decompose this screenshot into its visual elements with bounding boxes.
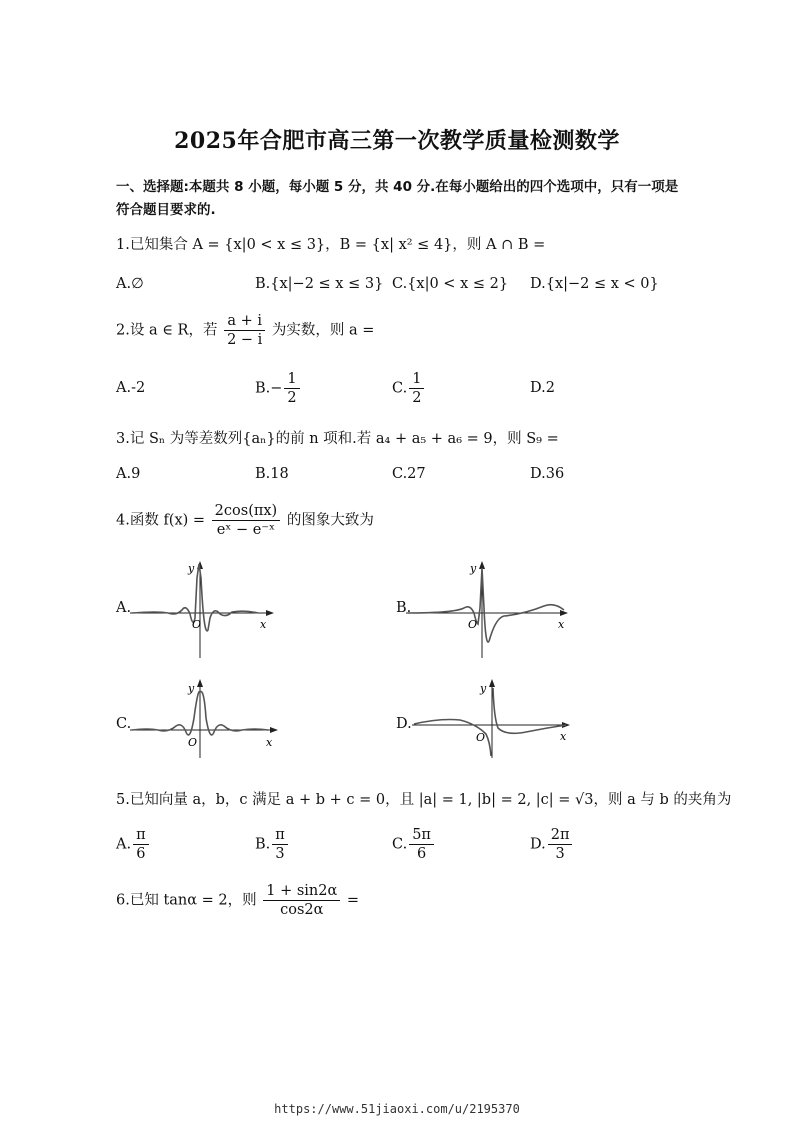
q4-option-b: B.: [396, 600, 412, 616]
q3-option-c: C.27: [392, 466, 426, 482]
q4-graph-a: [128, 558, 278, 662]
q4-graph-a-x: x: [260, 618, 267, 631]
q5-option-b: [255, 826, 290, 863]
q4-graph-b-origin: O: [468, 618, 478, 631]
q5-option-d-den: 3: [555, 846, 565, 862]
q5-option-b-num: π: [272, 826, 288, 845]
q2-option-b-label: B.−: [255, 380, 283, 397]
q1-option-d: D.{x|−2 ≤ x < 0}: [530, 276, 659, 292]
q2-option-d: D.2: [530, 380, 555, 396]
question-2-stem: [116, 312, 374, 349]
q4-graph-c-y: y: [188, 682, 195, 695]
q2-option-c-den: 2: [412, 390, 422, 406]
q4-graph-d-x: x: [560, 730, 567, 743]
q4-frac-den: eˣ − e⁻ˣ: [216, 522, 276, 538]
q5-option-a-num: π: [133, 826, 149, 845]
q2-option-b-num: 1: [284, 370, 299, 389]
q2-option-b-den: 2: [287, 390, 297, 406]
q2-option-c-frac: [409, 370, 424, 407]
q5-option-a-den: 6: [136, 846, 146, 862]
q1-option-b: B.{x|−2 ≤ x ≤ 3}: [255, 276, 384, 292]
q6-frac-den: cos2α: [280, 902, 324, 918]
q4-graph-b: [404, 558, 574, 662]
q2-frac-num: a + i: [224, 312, 265, 331]
q5-option-a-label: A.: [116, 836, 132, 853]
q5-option-b-frac: [272, 826, 288, 863]
q4-graph-d-origin: O: [476, 731, 486, 744]
q1-option-c: C.{x|0 < x ≤ 2}: [392, 276, 509, 292]
q4-graph-d-y: y: [480, 682, 487, 695]
q4-graph-d: [410, 678, 576, 762]
q5-option-c-num: 5π: [409, 826, 434, 845]
question-1-stem: 1.已知集合 A = {x|0 < x ≤ 3}，B = {x| x² ≤ 4}，则 A ∩ B =: [116, 237, 546, 253]
q2-stem-prefix: 2.设 a ∈ R，若: [116, 322, 218, 339]
q6-stem-suffix: =: [346, 892, 360, 909]
q5-option-a-frac: [133, 826, 149, 863]
q6-frac-num: 1 + sin2α: [263, 882, 340, 901]
q5-option-d-label: D.: [530, 836, 546, 853]
question-6-stem: [116, 882, 359, 919]
page-title: 2025年合肥市高三第一次教学质量检测数学: [174, 128, 620, 154]
q2-fraction: [224, 312, 265, 349]
q4-graph-c: [128, 678, 284, 762]
q2-option-c: [392, 370, 426, 407]
q2-option-c-num: 1: [409, 370, 424, 389]
q5-option-a: [116, 826, 151, 863]
q5-option-d-num: 2π: [548, 826, 573, 845]
q4-graph-c-origin: O: [188, 736, 198, 749]
q4-option-d: D.: [396, 716, 412, 732]
q4-fraction: [212, 502, 281, 539]
q3-option-b: B.18: [255, 466, 289, 482]
q2-option-a: A.-2: [116, 380, 146, 396]
q5-option-b-label: B.: [255, 836, 271, 853]
q6-fraction: [263, 882, 340, 919]
q4-graph-b-x: x: [558, 618, 565, 631]
q4-stem-prefix: 4.函数 f(x) =: [116, 512, 206, 529]
q5-option-c: [392, 826, 436, 863]
q2-stem-suffix: 为实数，则 a =: [271, 322, 375, 339]
q3-option-a: A.9: [116, 466, 141, 482]
q2-option-b-frac: [284, 370, 299, 407]
q2-option-b: [255, 370, 302, 407]
q4-graph-a-y: y: [188, 562, 195, 575]
q4-option-c: C.: [116, 716, 132, 732]
q6-stem-prefix: 6.已知 tanα = 2，则: [116, 892, 257, 909]
q5-option-c-frac: [409, 826, 434, 863]
question-4-stem: [116, 502, 374, 539]
q2-frac-den: 2 − i: [227, 332, 263, 348]
q4-graph-a-origin: O: [192, 618, 202, 631]
q5-option-c-label: C.: [392, 836, 408, 853]
question-3-stem: 3.记 Sₙ 为等差数列{aₙ}的前 n 项和.若 a₄ + a₅ + a₆ = 9，则 S₉ =: [116, 431, 559, 447]
q4-graph-c-x: x: [266, 736, 273, 749]
q1-option-a: A.∅: [116, 276, 144, 292]
q5-option-d: [530, 826, 574, 863]
q5-option-d-frac: [548, 826, 573, 863]
section-heading-line1: 一、选择题:本题共 8 小题，每小题 5 分，共 40 分.在每小题给出的四个选项中，只有一项是: [116, 179, 679, 195]
q4-option-a: A.: [116, 600, 132, 616]
footer-url[interactable]: https://www.51jiaoxi.com/u/2195370: [274, 1102, 520, 1116]
q5-option-c-den: 6: [416, 846, 427, 862]
q4-graph-b-y: y: [470, 562, 477, 575]
q5-option-b-den: 3: [275, 846, 285, 862]
question-5-stem: 5.已知向量 a，b，c 满足 a + b + c = 0，且 |a| = 1, |b| = 2, |c| = √3，则 a 与 b 的夹角为: [116, 792, 732, 808]
section-heading-line2: 符合题目要求的.: [116, 202, 216, 218]
q4-frac-num: 2cos(πx): [212, 502, 281, 521]
q3-option-d: D.36: [530, 466, 565, 482]
q4-stem-suffix: 的图象大致为: [286, 512, 374, 529]
q2-option-c-label: C.: [392, 380, 408, 397]
